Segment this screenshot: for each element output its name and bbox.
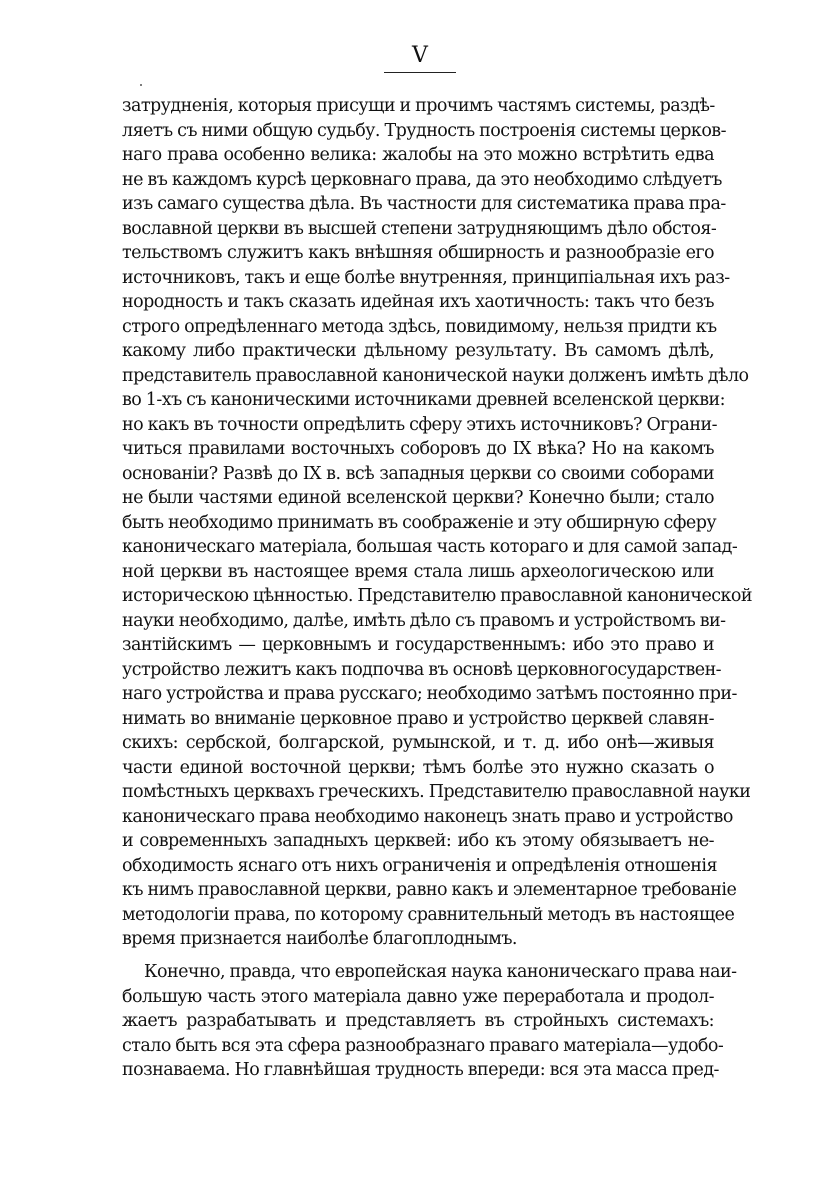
header-rule [384, 72, 456, 73]
text-line: изъ самаго существа дѣла. Въ частности для систематика права пра- [122, 194, 726, 214]
text-line: нимать во вниманіе церковное право и устройство церквей славян- [122, 708, 714, 729]
text-line: познаваема. Но главнѣйшая трудность впереди: вся эта масса пред- [122, 1060, 719, 1080]
text-line: не были частями единой вселенской церкви? Конечно были; стало [122, 488, 714, 508]
text-line: во 1-хъ съ каноническими источниками древней вселенской церкви: [122, 390, 726, 410]
paragraph-1 [122, 94, 752, 952]
text-line: методологіи права, по которому сравнительный методъ въ настоящее [122, 904, 735, 925]
text-line: тельствомъ служитъ какъ внѣшняя обширность и разнообразіе его [122, 243, 714, 263]
text-line: и современныхъ западныхъ церквей: ибо къ этому обязываетъ не- [122, 831, 714, 851]
paragraph-2 [122, 960, 737, 1083]
text-line: обходимость яснаго отъ нихъ ограниченія и опредѣленія отношенія [122, 855, 717, 876]
text-line: источниковъ, такъ и еще болѣе внутренняя, принципіальная ихъ раз- [122, 267, 730, 288]
text-line: основаніи? Развѣ до IX в. всѣ западныя церкви со своими соборами [122, 463, 714, 484]
text-line: жаетъ разрабатывать и представляетъ въ стройныхъ системахъ: [122, 1011, 714, 1031]
text-line: Конечно, правда, что европейская наука каноническаго права наи- [144, 962, 737, 982]
text-line: къ нимъ православной церкви, равно какъ и элементарное требованіе [122, 880, 737, 900]
text-line: ной церкви въ настоящее время стала лишь археологическою или [122, 561, 714, 582]
text-line: быть необходимо принимать въ соображеніе и эту обширную сферу [122, 512, 717, 533]
text-line: время признается наиболѣе благоплоднымъ. [122, 929, 517, 949]
text-line: ляетъ съ ними общую судьбу. Трудность построенія системы церков- [122, 120, 726, 141]
text-line: читься правилами восточныхъ соборовъ до IX вѣка? Но на какомъ [122, 439, 714, 459]
page-number: V [412, 43, 428, 68]
text-line: каноническаго матеріала, большая часть котораго и для самой запад- [122, 537, 738, 557]
text-line: стало быть вся эта сфера разнообразнаго праваго матеріала—удобо- [122, 1035, 724, 1056]
text-line: не въ каждомъ курсѣ церковнаго права, да это необходимо слѣдуетъ [122, 169, 722, 190]
print-speck [140, 84, 142, 86]
text-line: помѣстныхъ церквахъ греческихъ. Представителю православной науки [122, 782, 751, 802]
text-line: скихъ: сербской, болгарской, румынской, и т. д. ибо онѣ—живыя [122, 733, 714, 753]
text-line: затрудненія, которыя присущи и прочимъ частямъ системы, раздѣ- [122, 96, 715, 116]
text-line: большую часть этого матеріала давно уже переработала и продол- [122, 986, 714, 1007]
text-line: представитель православной канонической науки долженъ имѣть дѣло [122, 365, 749, 386]
text-line: наго права особенно велика: жалобы на это можно встрѣтить едва [122, 145, 714, 165]
text-line: науки необходимо, далѣе, имѣть дѣло съ правомъ и устройствомъ ви- [122, 610, 726, 631]
text-line: какому либо практически дѣльному результату. Въ самомъ дѣлѣ, [122, 341, 714, 361]
text-line: вославной церкви въ высшей степени затрудняющимъ дѣло обстоя- [122, 218, 717, 239]
text-line: каноническаго права необходимо наконецъ знать право и устройство [122, 806, 733, 827]
text-line: наго устройства и права русскаго; необходимо затѣмъ постоянно при- [122, 684, 737, 704]
text-line: строго опредѣленнаго метода здѣсь, повидимому, нельзя придти къ [122, 316, 717, 337]
text-line: зантійскимъ — церковнымъ и государственнымъ: ибо это право и [122, 635, 714, 655]
text-line: части единой восточной церкви; тѣмъ болѣе это нужно сказать о [122, 757, 714, 778]
text-line: но какъ въ точности опредѣлить сферу этихъ источниковъ? Ограни- [122, 414, 718, 435]
text-line: устройство лежитъ какъ подпочва въ основѣ церковногосударствен- [122, 659, 722, 680]
text-line: нородность и такъ сказать идейная ихъ хаотичность: такъ что безъ [122, 292, 714, 312]
text-line: историческою цѣнностью. Представителю православной канонической [122, 586, 752, 606]
